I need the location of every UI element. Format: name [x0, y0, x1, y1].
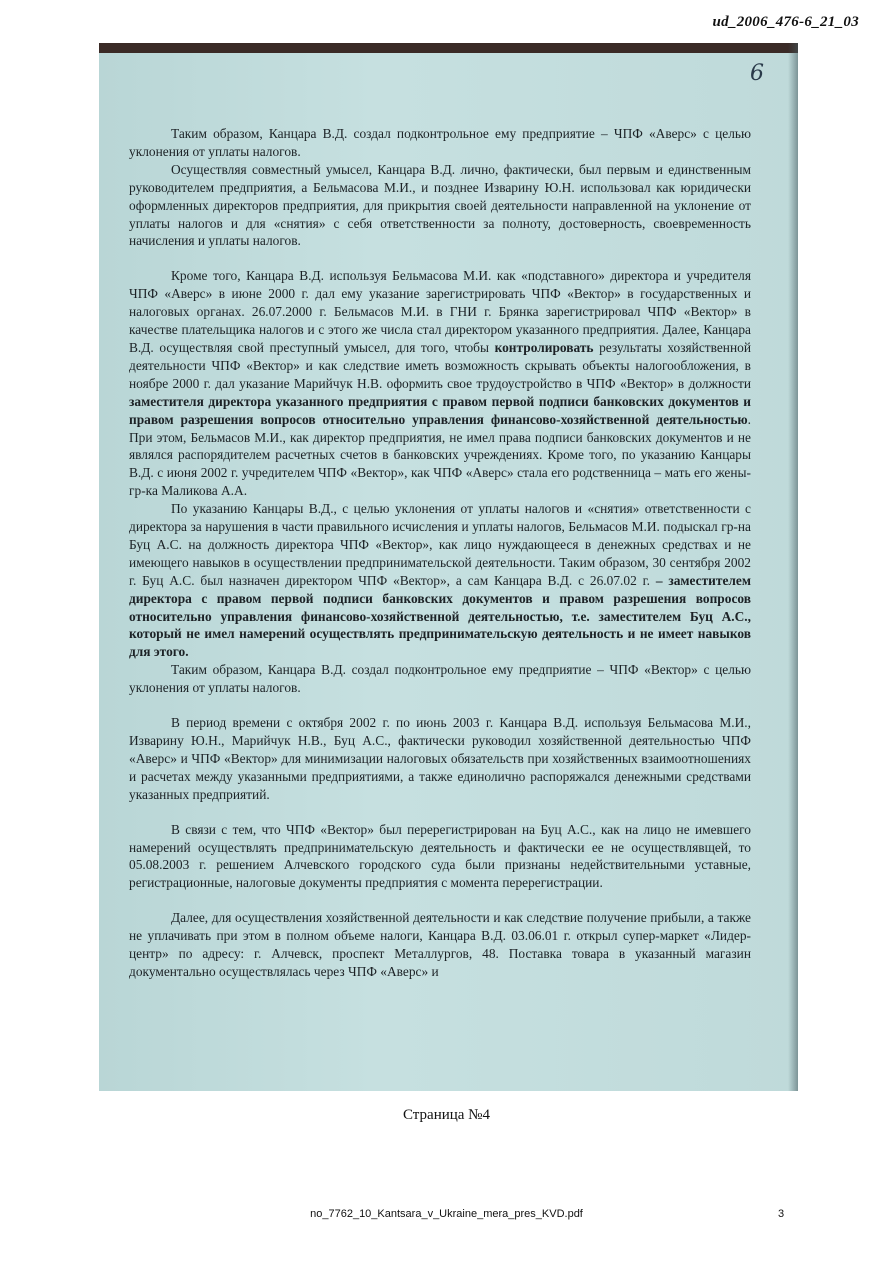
text-run: Кроме того, Канцара В.Д. используя Бельмасова М.И. как «подставного» директора и учредителя ЧПФ «Аверс» в июне 2000 г. дал ему указание зарегистрировать ЧПФ «Вектор» в государственных и налоговых органах. 26.07.2000 г. Бельмасов М.И. в ГНИ г. Брянка зарегистрировал ЧПФ «Вектор» в качестве плательщика налогов и с этого же числа стал директором указанного предприятия. Далее, Канцара В.Д. осуществляя свой преступный умысел, для того, чтобы [129, 268, 751, 355]
text-run: результаты хозяйственной деятельности ЧПФ «Вектор» и как следствие иметь возможность скрывать объекты налогообложения, в ноябре 2000 г. дал указание Марийчук Н.В. оформить свое трудоустройство в ЧПФ «Вектор» в должности [129, 339, 751, 391]
footer-page-number: 3 [778, 1208, 785, 1220]
paragraph: В период времени с октября 2002 г. по июнь 2003 г. Канцара В.Д. используя Бельмасова М.И., Изварину Ю.Н., Марийчук Н.В., Буц А.С., фактически руководил хозяйственной деятельностью ЧПФ «Аверс» и ЧПФ «Вектор» для минимизации налоговых обязательств при хозяйственных взаимоотношениях и расчетах между указанными предприятиями, а также единолично распоряжался денежными средствами указанных предприятий. [129, 715, 751, 802]
paragraph [129, 500, 751, 661]
page-caption: Страница №4 [402, 1107, 490, 1123]
text-run: . При этом, Бельмасов М.И., как директор предприятия, не имел права подписи банковских документов и не являлся распорядителем расчетных счетов в банковских учреждениях. Кроме того, по указанию Канцары В.Д. с июня 2002 г. учредителем ЧПФ «Вектор», как ЧПФ «Аверс» стала его родственница – мать его жены- гр-ка Маликова А.А. [129, 411, 751, 499]
bold-run: – заместителем директора с правом первой подписи банковских документов и правом разрешения вопросов относительно управления финансово-хозяйственной деятельностью, т.е. заместителем Буц А.С., который не имел намерений осуществлять предпринимательскую деятельность и не имеет навыков для этого. [129, 572, 751, 660]
bold-run: заместителя директора указанного предприятия с правом первой подписи банковских документов и правом разрешения вопросов относительно управления финансово-хозяйственной деятельностью [129, 393, 751, 427]
footer-filename: no_7762_10_Kantsara_v_Ukraine_mera_pres_KVD.pdf [310, 1208, 583, 1220]
paragraph: В связи с тем, что ЧПФ «Вектор» был перерегистрирован на Буц А.С., как на лицо не имевшего намерений осуществлять предпринимательскую деятельность и фактически ее не осуществлявщей, то 05.08.2003 г. решением Алчевского городского суда были признаны недействительными уставные, регистрационные, налоговые документы предприятия с момента перерегистрации. [129, 821, 751, 891]
handwritten-page-number: 6 [750, 61, 764, 86]
scanned-page-photo [99, 43, 798, 1091]
document-id: ud_2006_476-6_21_03 [712, 14, 859, 30]
paragraph [129, 267, 751, 500]
paragraph: Таким образом, Канцара В.Д. создал подконтрольное ему предприятие – ЧПФ «Аверс» с целью уклонения от уплаты налогов. [129, 126, 751, 159]
document-body [129, 125, 751, 981]
bold-run: контролировать [494, 339, 594, 355]
paragraph: Осуществляя совместный умысел, Канцара В.Д. лично, фактически, был первым и единственным руководителем предприятия, а Бельмасова М.И., и позднее Изварину Ю.Н. использовал как юридически оформленных директоров предприятия, для прикрытия своей деятельности направленной на уклонение от уплаты налогов и для «снятия» с себя ответственности за полноту, достоверность, своевременность начисления и уплаты налогов. [129, 161, 751, 249]
paragraph: Далее, для осуществления хозяйственной деятельности и как следствие получение прибыли, а также не уплачивать при этом в полном объеме налоги, Канцара В.Д. 03.06.01 г. открыл супер-маркет «Лидер-центр» по адресу: г. Алчевск, проспект Металлургов, 48. Поставка товара в указанный магазин документально осуществлялась через ЧПФ «Аверс» и [129, 910, 751, 979]
text-run: По указанию Канцары В.Д., с целью уклонения от уплаты налогов и «снятия» ответственности с директора за нарушения в части правильного исчисления и уплаты налогов, Бельмасов М.И. подыскал гр-на Буц А.С. на должность директора ЧПФ «Вектор», как лицо нуждающееся в денежных средствах и не имеющего навыков в осуществлении предпринимательской деятельности. Таким образом, 30 сентября 2002 г. Буц А.С. был назначен директором ЧПФ «Вектор», а сам Канцара В.Д. с 26.07.02 г. [129, 501, 751, 588]
paragraph: Таким образом, Канцара В.Д. создал подконтрольное ему предприятие – ЧПФ «Вектор» с целью уклонения от уплаты налогов. [129, 662, 751, 696]
